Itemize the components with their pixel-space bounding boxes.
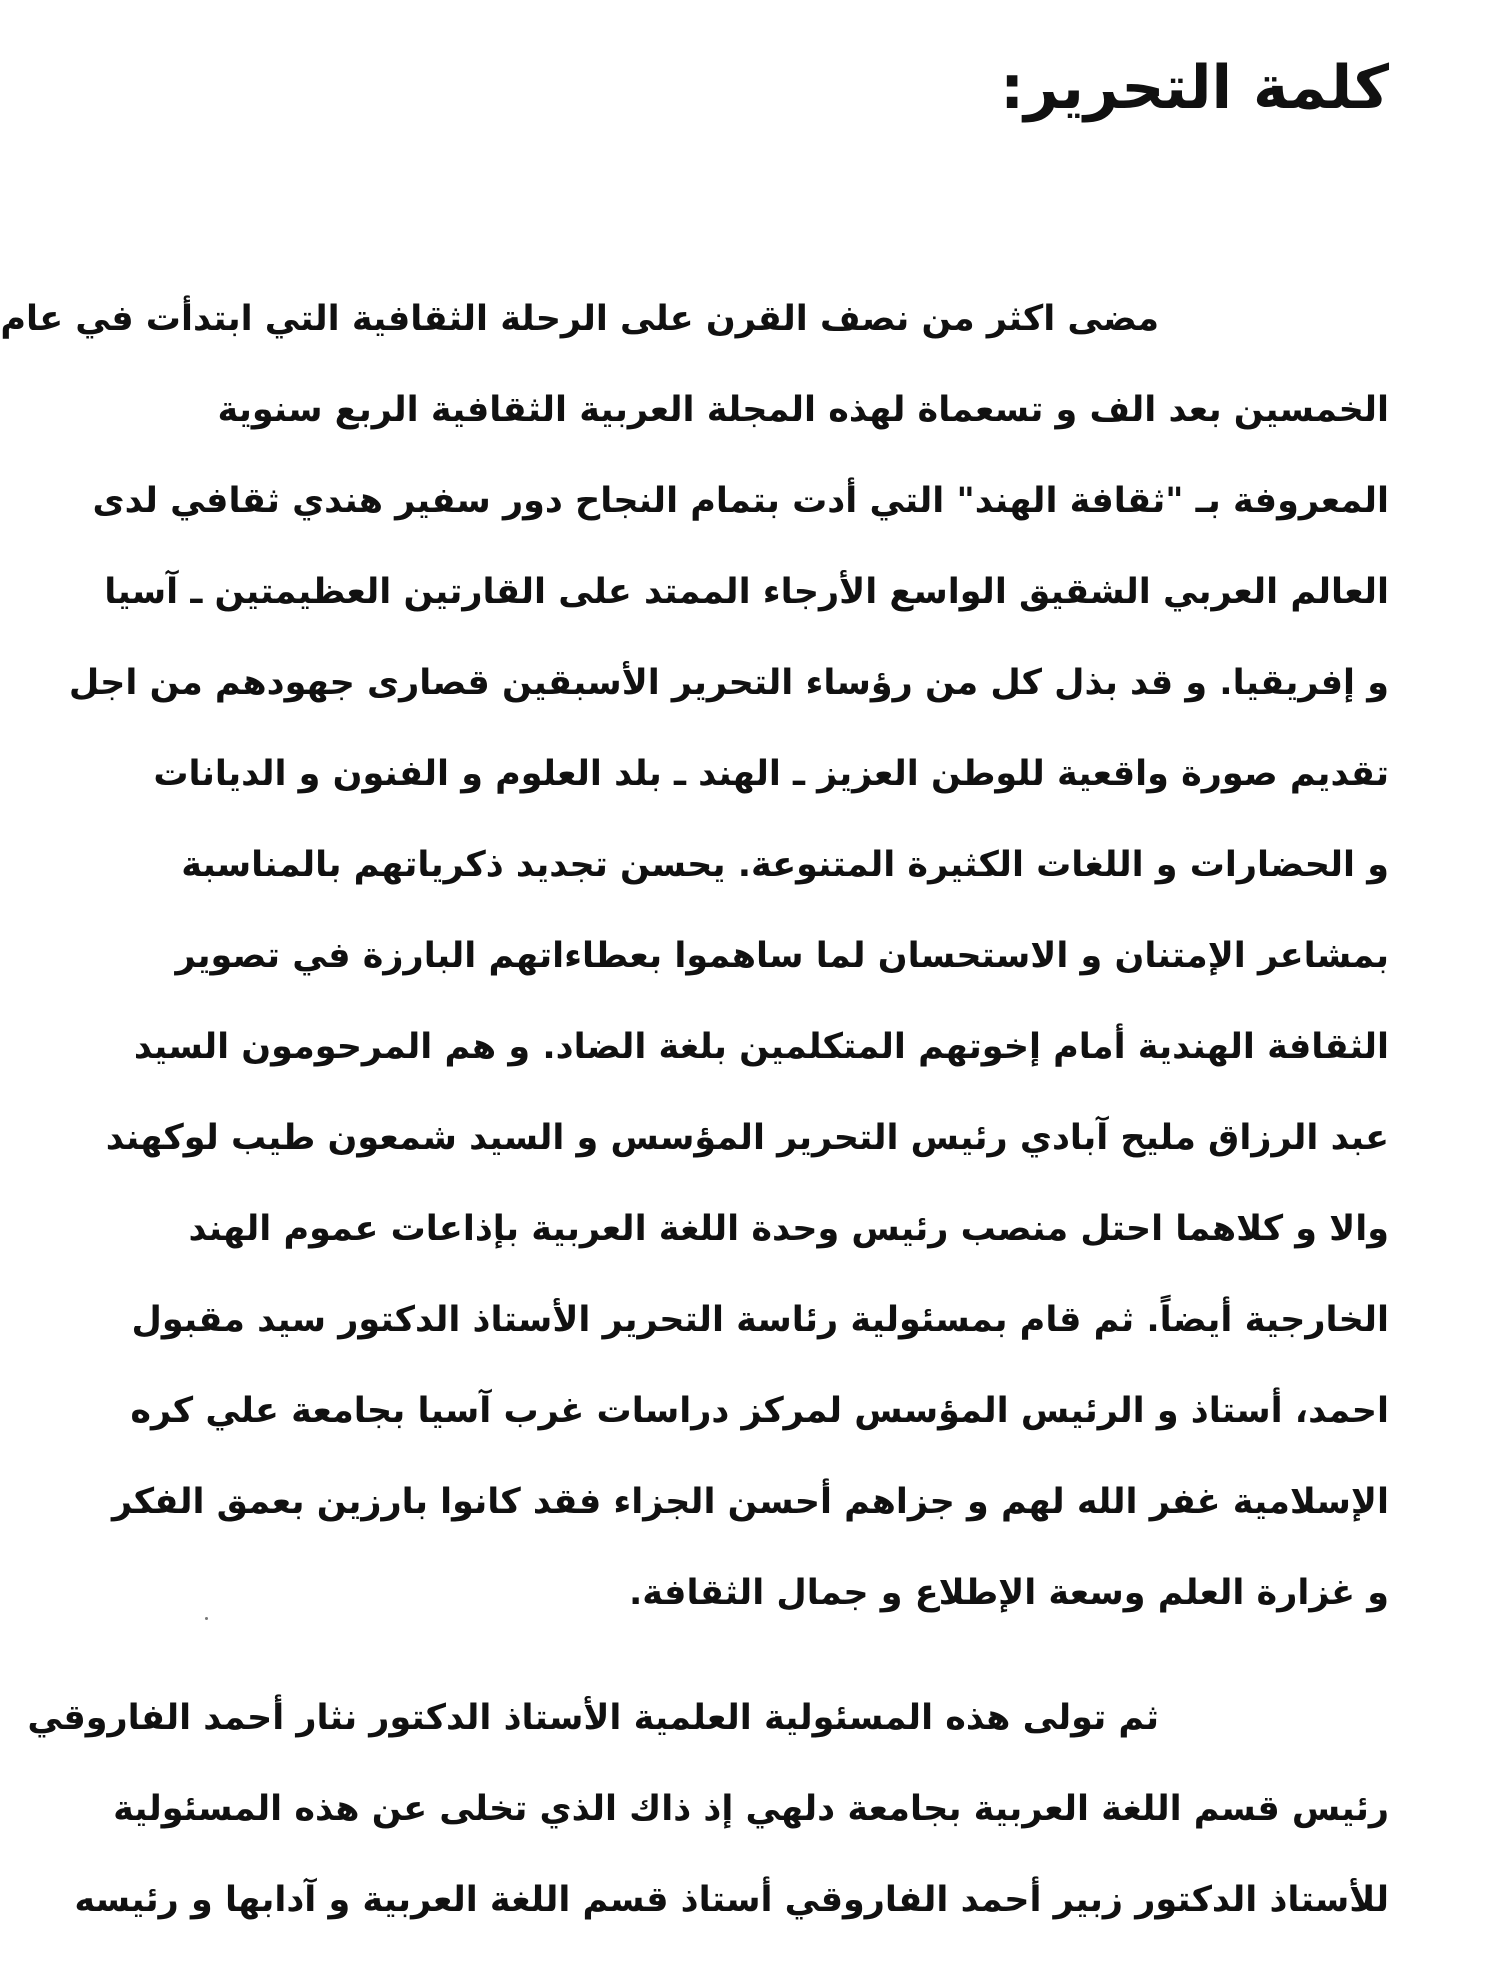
text-line: العالم العربي الشقيق الواسع الأرجاء الممتد على القارتين العظيمتين ـ آسيا: [104, 572, 1389, 612]
page-title: كلمة التحرير:: [1000, 53, 1389, 123]
text-line: و غزارة العلم وسعة الإطلاع و جمال الثقافة.: [629, 1573, 1389, 1613]
text-line: تقديم صورة واقعية للوطن العزيز ـ الهند ـ بلد العلوم و الفنون و الديانات: [153, 754, 1389, 794]
text-line: المعروفة بـ "ثقافة الهند" التي أدت بتمام النجاح دور سفير هندي ثقافي لدى: [92, 481, 1389, 521]
text-line: الخارجية أيضاً. ثم قام بمسئولية رئاسة التحرير الأستاذ الدكتور سيد مقبول: [131, 1300, 1389, 1340]
article-body: [0, 274, 1389, 1946]
text-line: احمد، أستاذ و الرئيس المؤسس لمركز دراسات غرب آسيا بجامعة علي كره: [130, 1391, 1389, 1431]
text-line: و إفريقيا. و قد بذل كل من رؤساء التحرير الأسبقين قصارى جهودهم من اجل: [68, 663, 1389, 703]
text-line: مضى اكثر من نصف القرن على الرحلة الثقافية التي ابتدأت في عام: [0, 299, 1159, 339]
text-line: للأستاذ الدكتور زبير أحمد الفاروقي أستاذ قسم اللغة العربية و آدابها و رئيسه: [74, 1880, 1389, 1920]
paragraph-2: [27, 1673, 1389, 1946]
text-line: الإسلامية غفر الله لهم و جزاهم أحسن الجزاء فقد كانوا بارزين بعمق الفكر: [112, 1482, 1389, 1522]
text-line: و الحضارات و اللغات الكثيرة المتنوعة. يحسن تجديد ذكرياتهم بالمناسبة: [181, 845, 1389, 885]
paragraph-1: [0, 274, 1389, 1639]
text-line: الثقافة الهندية أمام إخوتهم المتكلمين بلغة الضاد. و هم المرحومون السيد: [133, 1027, 1389, 1067]
text-line: عبد الرزاق مليح آبادي رئيس التحرير المؤسس و السيد شمعون طيب لوكهند: [105, 1118, 1389, 1158]
text-line: والا و كلاهما احتل منصب رئيس وحدة اللغة العربية بإذاعات عموم الهند: [188, 1209, 1389, 1249]
paragraph-spacer: [227, 1639, 1389, 1673]
scan-speck: [205, 1617, 208, 1620]
text-line: بمشاعر الإمتنان و الاستحسان لما ساهموا بعطاءاتهم البارزة في تصوير: [175, 936, 1389, 976]
text-line: الخمسين بعد الف و تسعماة لهذه المجلة العربية الثقافية الربع سنوية: [217, 390, 1389, 430]
text-line: رئيس قسم اللغة العربية بجامعة دلهي إذ ذاك الذي تخلى عن هذه المسئولية: [113, 1789, 1389, 1829]
text-line: ثم تولى هذه المسئولية العلمية الأستاذ الدكتور نثار أحمد الفاروقي: [27, 1698, 1159, 1738]
